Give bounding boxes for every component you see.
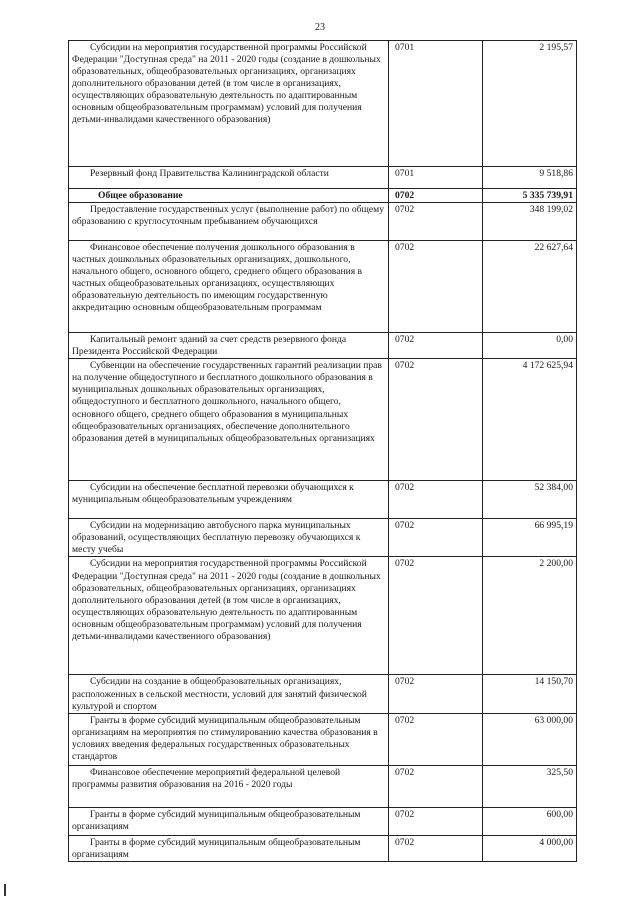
row-amount: 14 150,70 [483,675,577,713]
row-code: 0701 [389,167,483,189]
table-row [69,765,577,807]
row-amount: 52 384,00 [483,481,577,519]
budget-table [68,40,577,862]
row-amount: 9 518,86 [483,167,577,189]
table-row [69,675,577,713]
row-code: 0702 [389,241,483,333]
row-amount: 22 627,64 [483,241,577,333]
section-row [69,189,577,203]
row-description: Финансовое обеспечение получения дошкольного образования в частных дошкольных образовательных организациях, дошкольного, начального общего, основного общего, среднего общего образования в частных общеобразовательных организациях, осуществляющих образовательную деятельность по имеющим государственную аккредитацию основным общеобразовательным программам [69,241,389,333]
row-description: Резервный фонд Правительства Калининградской области [69,167,389,189]
row-description: Предоставление государственных услуг (выполнение работ) по общему образованию с круглосуточным пребыванием обучающихся [69,203,389,241]
row-description: Субсидии на мероприятия государственной программы Российской Федерации "Доступная среда" на 2011 - 2020 годы (создание в дошкольных образовательных, общеобразовательных организациях, организациях дополнительного образования детей (в том числе в организациях, осуществляющих образовательную деятельность по адаптированным основным общеобразовательным программам) условий для получения детьми-инвалидами качественного образования) [69,557,389,675]
row-amount: 2 200,00 [483,557,577,675]
row-code: 0702 [389,203,483,241]
row-amount: 5 335 739,91 [483,189,577,203]
row-code: 0702 [389,333,483,359]
table-row [69,481,577,519]
table-row [69,807,577,835]
table-row [69,241,577,333]
table-row [69,713,577,765]
row-amount: 4 172 625,94 [483,359,577,481]
row-amount: 63 000,00 [483,713,577,765]
row-code: 0702 [389,835,483,861]
row-description: Субсидии на создание в общеобразовательных организациях, расположенных в сельской местности, условий для занятий физической культурой и спортом [69,675,389,713]
row-amount: 4 000,00 [483,835,577,861]
row-code: 0702 [389,713,483,765]
row-amount: 0,00 [483,333,577,359]
row-code: 0702 [389,359,483,481]
table-row [69,333,577,359]
table-row [69,41,577,167]
row-description: Субсидии на модернизацию автобусного парка муниципальных образований, осуществляющих бесплатную перевозку обучающихся к месту учебы [69,519,389,557]
row-description: Субвенции на обеспечение государственных гарантий реализации прав на получение общедоступного и бесплатного дошкольного образования в муниципальных дошкольных образовательных организациях, общедоступного и бесплатного дошкольного, начального общего, основного общего, среднего общего образования в муниципальных общеобразовательных организациях, обеспечение дополнительного образования детей в муниципальных общеобразовательных организациях [69,359,389,481]
row-amount: 66 995,19 [483,519,577,557]
row-description: Капитальный ремонт зданий за счет средств резервного фонда Президента Российской Федерации [69,333,389,359]
table-row [69,203,577,241]
row-code: 0702 [389,765,483,807]
table-row [69,359,577,481]
table-row [69,557,577,675]
row-description: Субсидии на обеспечение бесплатной перевозки обучающихся к муниципальным общеобразовательным учреждениям [69,481,389,519]
row-description: Субсидии на мероприятия государственной программы Российской Федерации "Доступная среда" на 2011 - 2020 годы (создание в дошкольных образовательных, общеобразовательных организациях, организациях дополнительного образования детей (в том числе в организациях, осуществляющих образовательную деятельность по адаптированным основным общеобразовательным программам) условий для получения детьми-инвалидами качественного образования) [69,41,389,167]
row-code: 0702 [389,519,483,557]
row-amount: 348 199,02 [483,203,577,241]
table-row [69,835,577,861]
row-amount: 2 195,57 [483,41,577,167]
row-amount: 325,50 [483,765,577,807]
budget-table-body [69,41,577,862]
row-description: Общее образование [69,189,389,203]
row-description: Финансовое обеспечение мероприятий федеральной целевой программы развития образования на 2016 - 2020 годы [69,765,389,807]
table-row [69,167,577,189]
row-description: Гранты в форме субсидий муниципальным общеобразовательным организациям [69,807,389,835]
row-code: 0702 [389,557,483,675]
table-row [69,519,577,557]
row-description: Гранты в форме субсидий муниципальным общеобразовательным организациям на мероприятия по стимулированию качества образования в условиях введения федеральных государственных образовательных стандартов [69,713,389,765]
row-code: 0701 [389,41,483,167]
row-code: 0702 [389,675,483,713]
row-description: Гранты в форме субсидий муниципальным общеобразовательным организациям [69,835,389,861]
row-code: 0702 [389,481,483,519]
row-code: 0702 [389,807,483,835]
row-amount: 600,00 [483,807,577,835]
scan-edge-mark [4,884,6,896]
row-code: 0702 [389,189,483,203]
page-number: 23 [315,22,325,33]
